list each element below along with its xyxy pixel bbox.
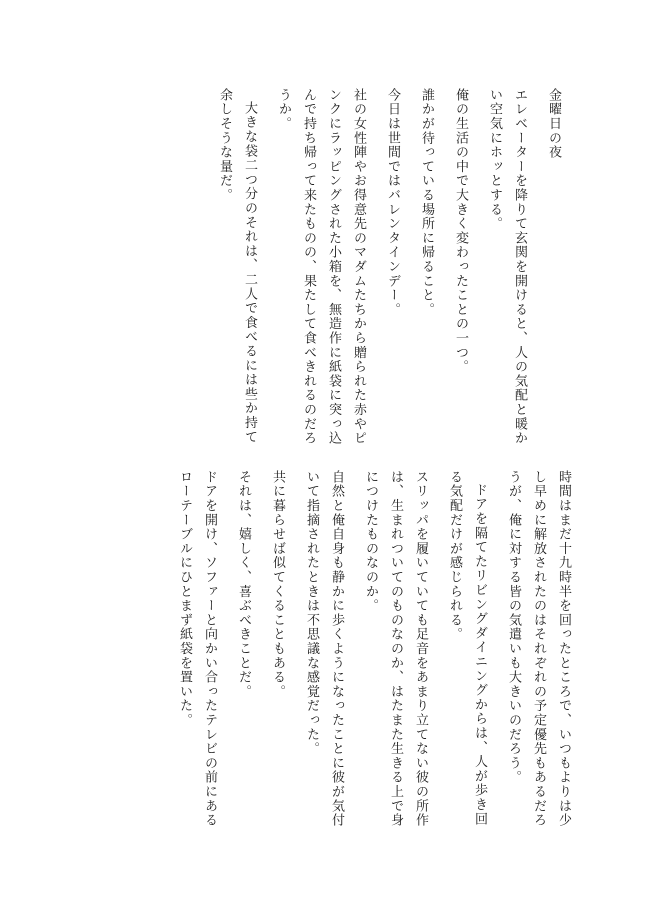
paragraph: 誰かが待っている場所に帰ること。	[419, 88, 434, 317]
paragraph: 時間はまだ十九時半を回ったところで、いつもよりは少し早めに解放されたのはそれぞれの予定優先もあるだろうが、俺に対する皆の気遣いも大きいのだろう。	[506, 470, 571, 828]
text-block-top	[96, 88, 566, 448]
paragraph: 自然と俺自身も静かに歩くようになったことに彼が気付いて指摘されたときは不思議な感覚だった。	[304, 470, 344, 828]
paragraph: 共に暮らせば似てくることもある。	[270, 470, 285, 699]
paragraph: ドアを隔てたリビングダイニングからは、人が歩き回る気配だけが感じられる。	[447, 470, 487, 827]
paragraph: 俺の生活の中で大きく変わったことの一つ。	[453, 88, 468, 374]
paragraph: ドアを開け、ソファーと向かい合ったテレビの前にあるローテーブルにひとまず紙袋を置いた。	[177, 470, 217, 828]
paragraph: スリッパを履いていても足音をあまり立てない彼の所作は、生まれついてのものなのか、はたまた生きる上で身につけたものなのか。	[363, 470, 428, 828]
chapter-title: 金曜日の夜	[546, 88, 561, 160]
paragraph: 社の女性陣やお得意先のマダムたちから贈られた赤やピンクにラッピングされた小箱を、無造作に紙袋に突っ込んで持ち帰って来たものの、果たして食べきれるのだろうか。	[276, 88, 366, 446]
paragraph: 今日は世間ではバレンタインデー。	[385, 88, 400, 317]
text-block-bottom	[116, 470, 576, 830]
paragraph: それは、嬉しく、喜ぶべきことだ。	[236, 470, 251, 699]
paragraph: エレベーターを降りて玄関を開けると、人の気配と暖かい空気にホッとする。	[487, 88, 527, 446]
paragraph: 大きな袋二つ分のそれは、二人で食べるには些か持て余しそうな量だ。	[217, 88, 257, 445]
